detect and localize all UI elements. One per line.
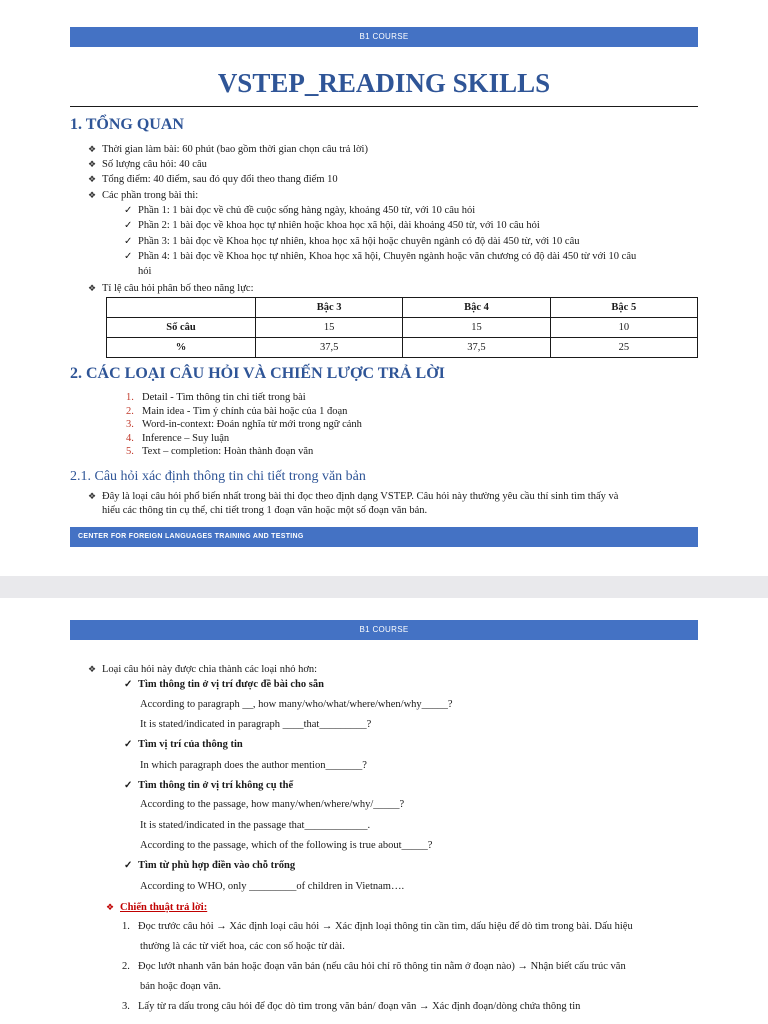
table-cell: 15 [403,318,550,338]
diamond-bullet-icon: ❖ [88,144,97,154]
question-type-item: 4. Inference – Suy luận [126,433,230,444]
table-cell: 15 [256,318,403,338]
exam-part-item: ✓ Phần 4: 1 bài đọc về Khoa học tự nhiên, Khoa học xã hội, Chuyên ngành hoặc văn chương có độ dài 450 từ với 10 câu [124,251,637,262]
section-2-heading: 2. CÁC LOẠI CÂU HỎI VÀ CHIẾN LƯỢC TRẢ LỜI [70,365,445,382]
diamond-bullet-icon: ❖ [88,283,97,293]
checkmark-icon: ✓ [124,860,133,871]
level-distribution-table [106,297,698,358]
footer-bar: CENTER FOR FOREIGN LANGUAGES TRAINING AND TESTING [70,527,698,547]
question-type-item: 3. Word-in-context: Đoán nghĩa từ mới trong ngữ cảnh [126,419,362,430]
exam-part-item: ✓ Phần 1: 1 bài đọc về chủ đề cuộc sống hàng ngày, khoảng 450 từ, với 10 câu hỏi [124,205,476,216]
overview-bullet: ❖ Số lượng câu hỏi: 40 câu [88,159,207,170]
overview-bullet: ❖ Tổng điểm: 40 điểm, sau đó quy đổi theo thang điểm 10 [88,174,338,185]
table-header-cell: Bậc 3 [256,298,403,318]
strategy-heading: ❖ Chiến thuật trả lời: [106,902,208,913]
strategy-step: 2. Đọc lướt nhanh văn bản hoặc đoạn văn bản (nếu câu hỏi chỉ rõ thông tin nằm ở đoạn nào) → Nhận biết cấu trúc văn [122,961,626,972]
section-1-heading: 1. TỔNG QUAN [70,116,184,133]
example-question: According to WHO, only _________of children in Vietnam…. [140,881,405,892]
example-question: According to the passage, how many/when/where/why/_____? [140,799,405,810]
checkmark-icon: ✓ [124,780,133,791]
subtype-title: ✓ Tìm thông tin ở vị trí được đề bài cho sẵn [124,679,324,690]
table-header-row [107,298,698,318]
table-cell: 10 [550,318,697,338]
example-question: It is stated/indicated in the passage that____________. [140,820,371,831]
diamond-bullet-icon: ❖ [88,664,97,674]
checkmark-icon: ✓ [124,220,133,231]
exam-part-continuation: hỏi [138,266,152,277]
question-type-item: 2. Main idea - Tìm ý chính của bài hoặc của 1 đoạn [126,406,348,417]
question-type-item: 5. Text – completion: Hoàn thành đoạn văn [126,446,314,457]
subsection-2-1-heading: 2.1. Câu hỏi xác định thông tin chi tiết trong văn bản [70,469,366,484]
overview-bullet: ❖ Các phần trong bài thi: [88,190,199,201]
example-question: According to the passage, which of the following is true about_____? [140,840,433,851]
example-question: According to paragraph __, how many/who/what/where/when/why_____? [140,699,453,710]
strategy-step: 1. Đọc trước câu hỏi → Xác định loại câu hỏi → Xác định loại thông tin cần tìm, dấu hiệu để dò tìm trong bài. Dấu hiệu [122,921,633,932]
ratio-bullet: ❖ Tỉ lệ câu hỏi phân bố theo năng lực: [88,283,254,294]
table-cell: 25 [550,338,697,358]
example-question: In which paragraph does the author mention_______? [140,760,367,771]
table-row [107,318,698,338]
course-header-bar: B1 COURSE [70,27,698,47]
table-header-cell: Bậc 5 [550,298,697,318]
strategy-step-continuation: bản hoặc đoạn văn. [140,981,222,992]
checkmark-icon: ✓ [124,236,133,247]
table-cell: 37,5 [256,338,403,358]
table-row-label: % [107,338,256,358]
table-cell: 37,5 [403,338,550,358]
strategy-step: 3. Lấy từ ra dấu trong câu hỏi để đọc dò tìm trong văn bản/ đoạn văn → Xác định đoạn/dòng chứa thông tin [122,1001,581,1012]
document-title: VSTEP_READING SKILLS [217,68,551,98]
title-divider [70,106,698,107]
subtype-title: ✓ Tìm từ phù hợp điền vào chỗ trống [124,860,296,871]
table-header-cell: Bậc 4 [403,298,550,318]
checkmark-icon: ✓ [124,205,133,216]
diamond-bullet-icon: ❖ [88,491,97,501]
subtype-title: ✓ Tìm vị trí của thông tin [124,739,243,750]
question-type-item: 1. Detail - Tìm thông tin chi tiết trong bài [126,392,306,403]
document-page-2 [0,598,768,1024]
subsection-paragraph-continuation: hiểu các thông tin cụ thể, chi tiết trong 1 đoạn văn hoặc một số đoạn văn bản. [102,505,428,516]
diamond-bullet-icon: ❖ [88,190,97,200]
course-header-bar: B1 COURSE [70,620,698,640]
exam-part-item: ✓ Phần 3: 1 bài đọc về Khoa học tự nhiên, khoa học xã hội hoặc chuyên ngành có độ dài 450 từ, với 10 câu [124,236,580,247]
overview-bullet: ❖ Thời gian làm bài: 60 phút (bao gồm thời gian chọn câu trả lời) [88,144,368,155]
checkmark-icon: ✓ [124,251,133,262]
subsection-paragraph: ❖ Đây là loại câu hỏi phổ biến nhất trong bài thi đọc theo định dạng VSTEP. Câu hỏi này thường yêu cầu thí sinh tìm thấy và [88,491,619,502]
subtype-title: ✓ Tìm thông tin ở vị trí không cụ thể [124,780,294,791]
example-question: It is stated/indicated in paragraph ____that_________? [140,719,372,730]
checkmark-icon: ✓ [124,739,133,750]
exam-part-item: ✓ Phần 2: 1 bài đọc về khoa học tự nhiên hoặc khoa học xã hội, dài khoảng 450 từ, với 10 câu hỏi [124,220,540,231]
diamond-bullet-icon: ❖ [88,159,97,169]
subtype-intro: ❖ Loại câu hỏi này được chia thành các loại nhỏ hơn: [88,664,318,675]
diamond-bullet-icon: ❖ [106,902,115,912]
checkmark-icon: ✓ [124,679,133,690]
table-header-cell [107,298,256,318]
table-row-label: Số câu [107,318,256,338]
diamond-bullet-icon: ❖ [88,174,97,184]
table-row [107,338,698,358]
strategy-step-continuation: thường là các từ viết hoa, các con số hoặc từ dài. [140,941,345,952]
